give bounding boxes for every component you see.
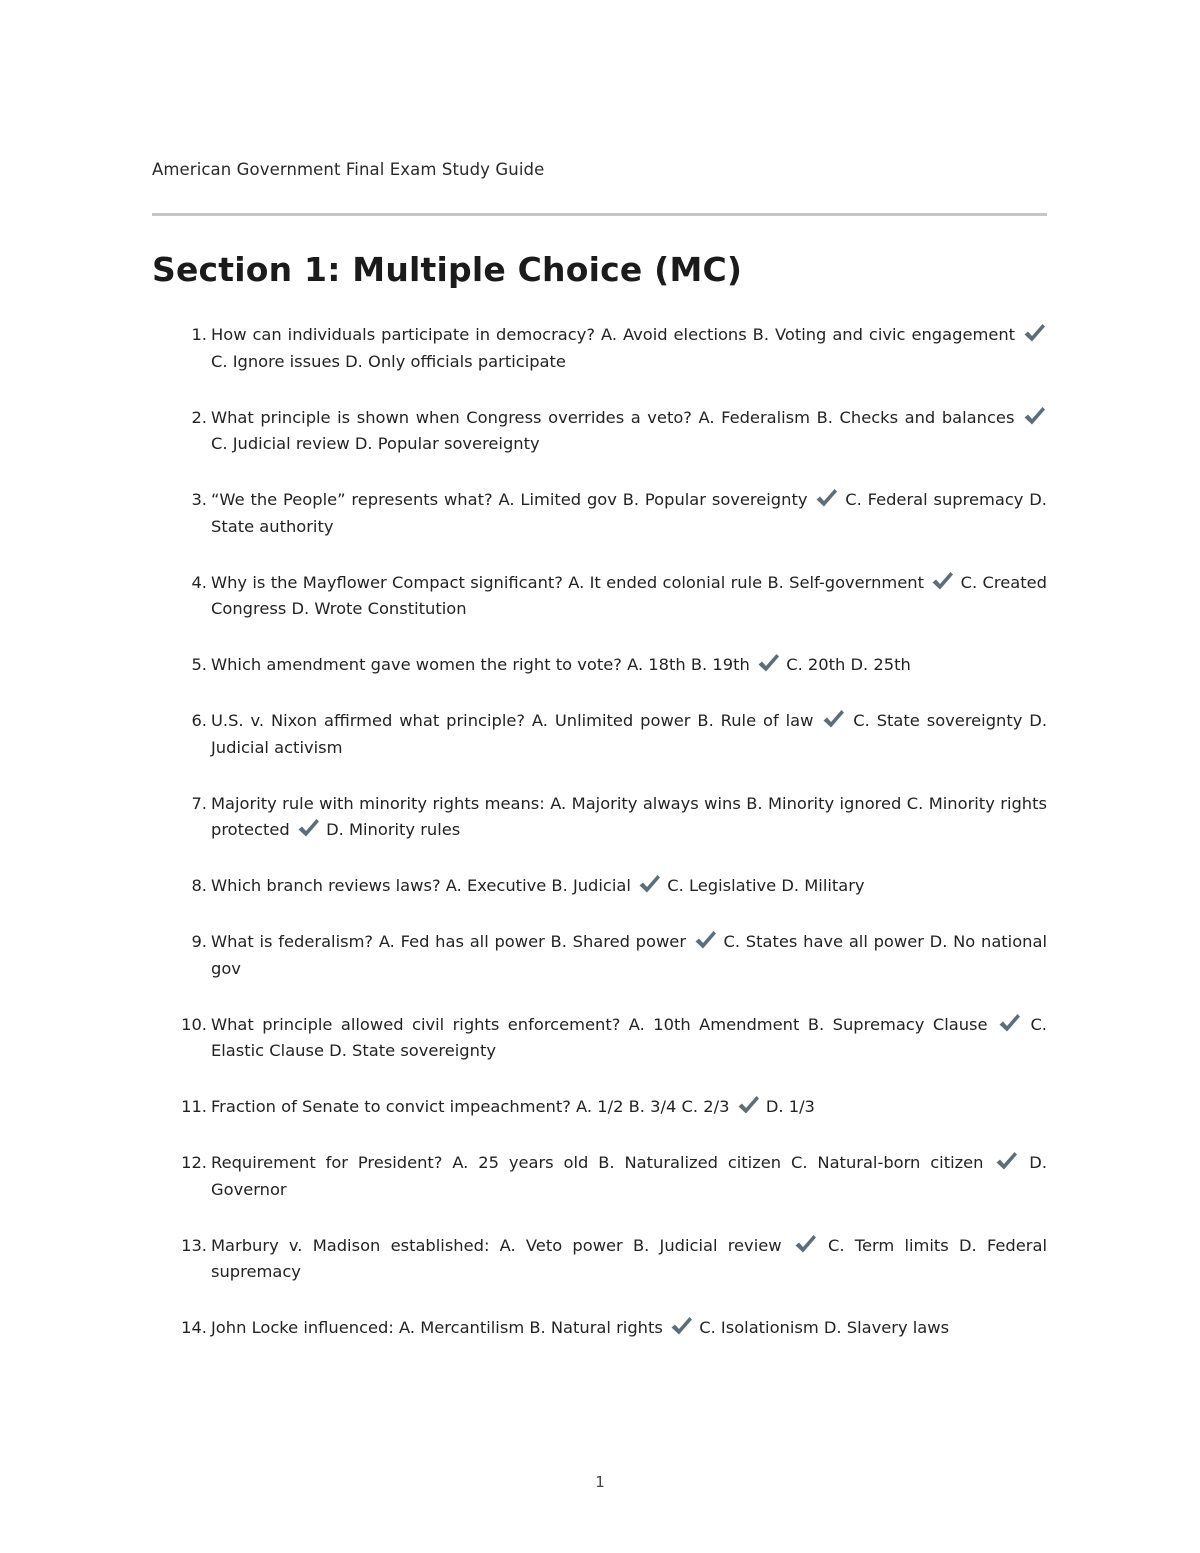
heavy-check-mark-icon xyxy=(793,1233,817,1255)
question-remaining-options: C. Elastic Clause D. State sovereignty xyxy=(211,1014,1047,1060)
question-number: 13. xyxy=(181,1235,207,1255)
question-text: Majority rule with minority rights means: A. Majority always wins B. Minority ignored C. Minority rights protected xyxy=(211,793,1047,839)
question-item xyxy=(152,873,1047,900)
question-text: Requirement for President? A. 25 years old B. Naturalized citizen C. Natural-born citizen xyxy=(211,1153,994,1172)
question-number: 11. xyxy=(181,1097,207,1116)
document-header: American Government Final Exam Study Guide xyxy=(152,160,545,179)
question-item xyxy=(152,1150,1047,1203)
question-item xyxy=(152,708,1047,761)
question-number: 7. xyxy=(191,793,207,813)
header-divider xyxy=(152,213,1047,216)
heavy-check-mark-icon xyxy=(814,487,838,509)
question-item xyxy=(152,1315,1047,1342)
question-list xyxy=(152,322,1047,1371)
question-number: 14. xyxy=(181,1318,207,1337)
question-remaining-options: C. Judicial review D. Popular sovereignty xyxy=(211,434,540,453)
question-item xyxy=(152,487,1047,540)
question-number: 5. xyxy=(191,655,207,674)
question-text: Marbury v. Madison established: A. Veto power B. Judicial review xyxy=(211,1235,792,1255)
page-number: 1 xyxy=(595,1473,605,1491)
heavy-check-mark-icon xyxy=(693,929,717,951)
question-text: What principle is shown when Congress overrides a veto? A. Federalism B. Checks and balances xyxy=(211,407,1021,427)
question-remaining-options: C. Legislative D. Military xyxy=(667,876,865,895)
heavy-check-mark-icon xyxy=(637,873,661,895)
question-item xyxy=(152,1094,1047,1121)
question-number: 1. xyxy=(191,325,207,344)
question-item xyxy=(152,1012,1047,1065)
question-remaining-options: C. Federal supremacy D. State authority xyxy=(211,490,1047,536)
section-title: Section 1: Multiple Choice (MC) xyxy=(152,250,743,289)
question-text: How can individuals participate in democracy? A. Avoid elections B. Voting and civic engagement xyxy=(211,325,1021,344)
heavy-check-mark-icon xyxy=(997,1012,1021,1034)
question-text: “We the People” represents what? A. Limited gov B. Popular sovereignty xyxy=(211,490,814,509)
question-number: 2. xyxy=(191,407,207,427)
question-remaining-options: C. Isolationism D. Slavery laws xyxy=(699,1318,950,1337)
question-item xyxy=(152,652,1047,679)
question-remaining-options: C. 20th D. 25th xyxy=(786,655,911,674)
question-number: 12. xyxy=(181,1153,207,1172)
question-remaining-options: D. Minority rules xyxy=(326,820,461,839)
question-item xyxy=(152,570,1047,623)
question-text: What is federalism? A. Fed has all power B. Shared power xyxy=(211,932,692,951)
question-remaining-options: C. Term limits D. Federal supremacy xyxy=(211,1235,1047,1281)
question-number: 3. xyxy=(191,490,207,509)
question-remaining-options: D. 1/3 xyxy=(765,1097,815,1116)
question-text: John Locke influenced: A. Mercantilism B. Natural rights xyxy=(211,1318,669,1337)
heavy-check-mark-icon xyxy=(669,1315,693,1337)
heavy-check-mark-icon xyxy=(930,570,954,592)
heavy-check-mark-icon xyxy=(1022,405,1046,427)
heavy-check-mark-icon xyxy=(756,652,780,674)
question-text: Which branch reviews laws? A. Executive B. Judicial xyxy=(211,876,637,895)
question-remaining-options: C. State sovereignty D. Judicial activism xyxy=(211,711,1047,757)
heavy-check-mark-icon xyxy=(736,1094,760,1116)
question-text: What principle allowed civil rights enforcement? A. 10th Amendment B. Supremacy Clause xyxy=(211,1014,996,1034)
question-item xyxy=(152,1233,1047,1286)
question-item xyxy=(152,322,1047,375)
question-remaining-options: C. Ignore issues D. Only officials participate xyxy=(211,351,566,371)
question-number: 4. xyxy=(191,572,207,592)
question-remaining-options: D. Governor xyxy=(211,1153,1047,1199)
question-number: 9. xyxy=(191,932,207,951)
question-remaining-options: C. States have all power D. No national gov xyxy=(211,932,1047,978)
heavy-check-mark-icon xyxy=(1022,322,1046,344)
heavy-check-mark-icon xyxy=(296,817,320,839)
question-item xyxy=(152,929,1047,982)
question-number: 8. xyxy=(191,876,207,895)
question-item xyxy=(152,405,1047,458)
heavy-check-mark-icon xyxy=(821,708,845,730)
question-item xyxy=(152,791,1047,844)
question-text: U.S. v. Nixon affirmed what principle? A. Unlimited power B. Rule of law xyxy=(211,711,821,730)
question-number: 10. xyxy=(181,1014,207,1034)
question-text: Which amendment gave women the right to vote? A. 18th B. 19th xyxy=(211,655,756,674)
question-text: Why is the Mayflower Compact significant? A. It ended colonial rule B. Self-government xyxy=(211,572,930,592)
question-number: 6. xyxy=(191,711,207,730)
question-remaining-options: C. Created Congress D. Wrote Constitution xyxy=(211,572,1047,618)
heavy-check-mark-icon xyxy=(994,1150,1018,1172)
question-text: Fraction of Senate to convict impeachment? A. 1/2 B. 3/4 C. 2/3 xyxy=(211,1097,735,1116)
